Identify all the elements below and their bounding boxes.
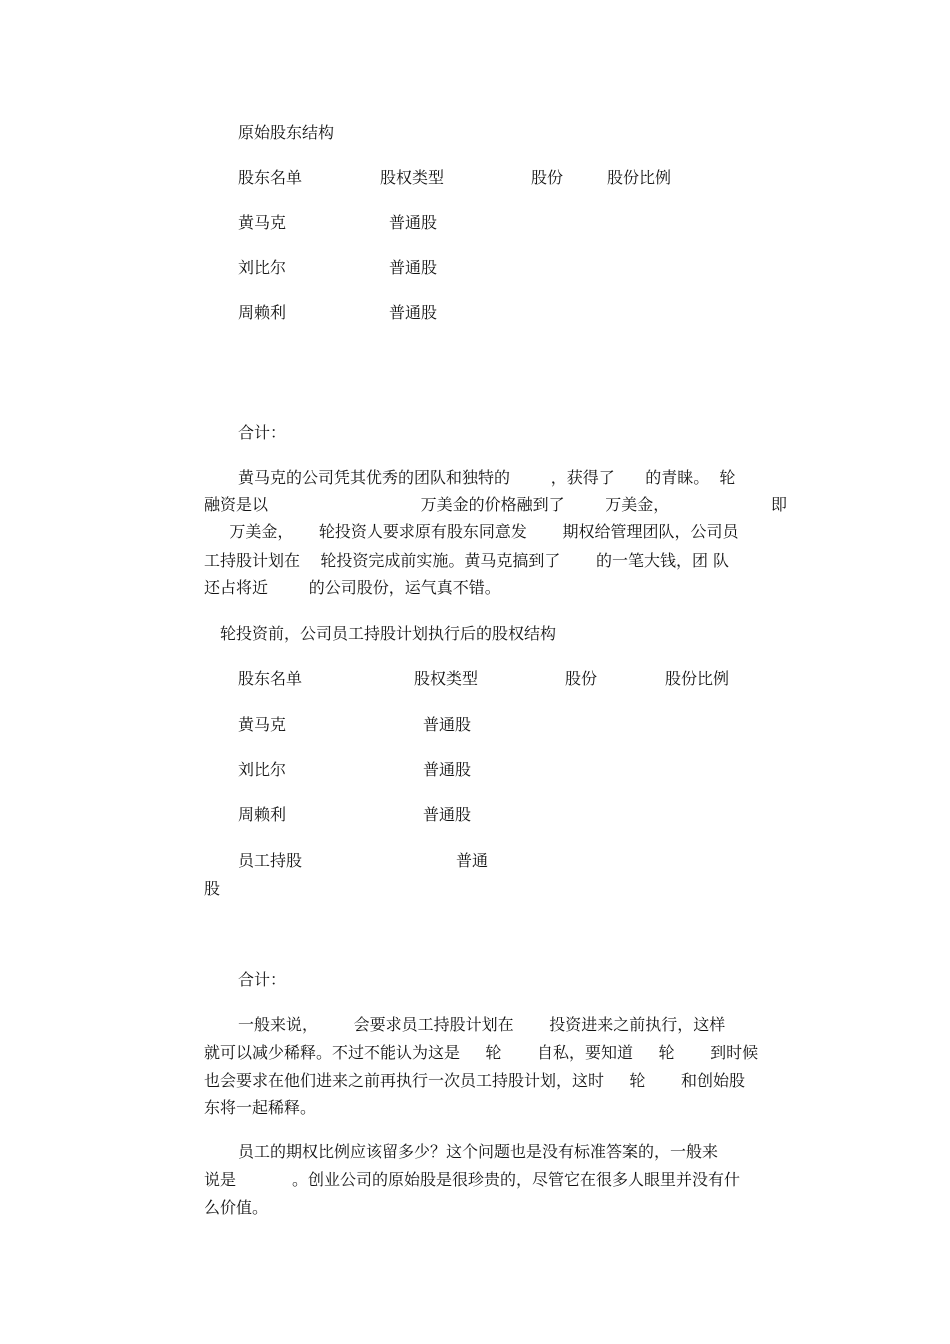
column-header-percent: 股份比例 [607, 168, 672, 187]
paragraph-line: 一般来说， 会要求员工持股计划在 投资进来之前执行，这样 [238, 1015, 726, 1034]
paragraph-line: 黄马克的公司凭其优秀的团队和独特的 ，获得了 的青睐。 轮 [238, 468, 736, 487]
table-cell-type: 普通股 [423, 715, 472, 734]
table-cell-name: 黄马克 [238, 715, 287, 734]
table-cell-name: 黄马克 [238, 213, 287, 232]
paragraph-line: 东将一起稀释。 [204, 1098, 317, 1117]
table-cell-type: 普通股 [389, 213, 438, 232]
column-header-percent: 股份比例 [665, 669, 730, 688]
column-header-name: 股东名单 [238, 168, 303, 187]
table-cell-type: 普通 [456, 851, 489, 870]
table-cell-name: 周赖利 [238, 303, 287, 322]
table-cell-type-wrap: 股 [204, 879, 221, 898]
paragraph-line: 万美金， 轮投资人要求原有股东同意发 期权给管理团队，公司员 [204, 522, 739, 541]
table-cell-type: 普通股 [389, 258, 438, 277]
table-cell-type: 普通股 [423, 760, 472, 779]
table-cell-name: 刘比尔 [238, 258, 287, 277]
table-cell-name: 周赖利 [238, 805, 287, 824]
table-cell-type: 普通股 [389, 303, 438, 322]
section-heading: 原始股东结构 [238, 123, 335, 142]
column-header-type: 股权类型 [414, 669, 479, 688]
column-header-type: 股权类型 [380, 168, 445, 187]
paragraph-line: 说是 。创业公司的原始股是很珍贵的，尽管它在很多人眼里并没有什 [204, 1170, 740, 1189]
column-header-shares: 股份 [531, 168, 564, 187]
paragraph-line: 也会要求在他们进来之前再执行一次员工持股计划，这时 轮 和创始股 [204, 1071, 746, 1090]
section-heading: 轮投资前，公司员工持股计划执行后的股权结构 [220, 624, 557, 643]
paragraph-line: 还占将近 的公司股份，运气真不错。 [204, 578, 501, 597]
total-label: 合计： [238, 423, 287, 442]
paragraph-line: 就可以减少稀释。不过不能认为这是 轮 自私，要知道 轮 到时候 [204, 1043, 759, 1062]
table-cell-name: 刘比尔 [238, 760, 287, 779]
total-label: 合计： [238, 970, 287, 989]
paragraph-line: 员工的期权比例应该留多少？这个问题也是没有标准答案的，一般来 [238, 1142, 719, 1161]
paragraph-line: 么价值。 [204, 1198, 269, 1217]
column-header-shares: 股份 [565, 669, 598, 688]
paragraph-line: 工持股计划在 轮投资完成前实施。黄马克搞到了 的一笔大钱，团 队 [204, 551, 730, 570]
table-cell-type: 普通股 [423, 805, 472, 824]
paragraph-line: 融资是以 万美金的价格融到了 万美金， 即 [204, 495, 787, 514]
table-cell-name: 员工持股 [238, 851, 303, 870]
column-header-name: 股东名单 [238, 669, 303, 688]
